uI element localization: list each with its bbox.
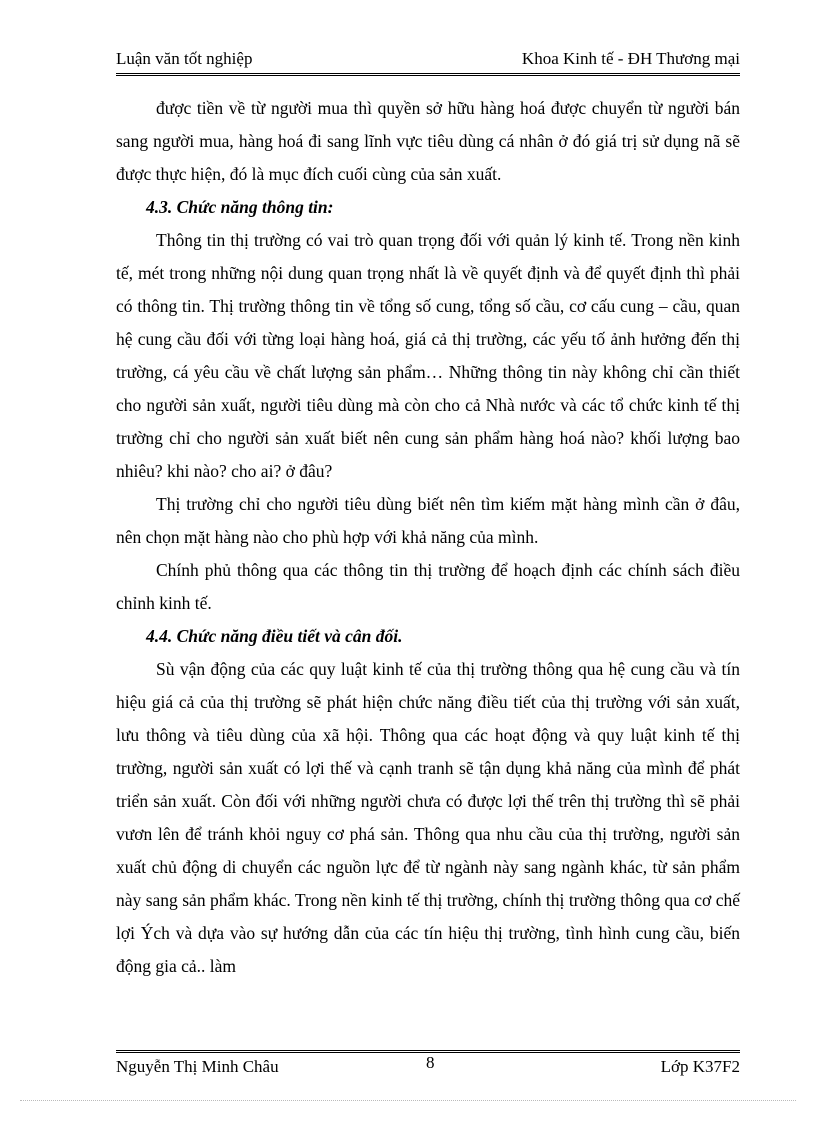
section-heading-4-3: 4.3. Chức năng thông tin: (146, 197, 334, 217)
paragraph-consumer-guidance: Thị trường chỉ cho người tiêu dùng biết nên tìm kiếm mặt hàng mình cần ở đâu, nên chọn mặt hàng nào cho phù hợp với khả năng của mình. (116, 494, 740, 547)
page-header (116, 47, 740, 76)
header-thesis-title: Luận văn tốt nghiệp (116, 49, 253, 68)
paragraph-government-policy: Chính phủ thông qua các thông tin thị trường để hoạch định các chính sách điều chỉnh kinh tế. (116, 560, 740, 613)
footer-author: Nguyễn Thị Minh Châu (116, 1057, 279, 1076)
document-body (116, 92, 740, 983)
header-faculty: Khoa Kinh tế - ĐH Thương mại (521, 49, 740, 68)
footer-class: Lớp K37F2 (660, 1057, 740, 1076)
paragraph-information-role: Thông tin thị trường có vai trò quan trọng đối với quản lý kinh tế. Trong nền kinh tế, mét trong những nội dung quan trọng nhất là về quyết định và để quyết định thì phải có thông tin. Thị trường thông tin về tổng số cung, tổng số cầu, cơ cấu cung – cầu, quan hệ cung cầu đối với từng loại hàng hoá, giá cả thị trường, các yếu tố ảnh hưởng đến thị trường, cá yêu cầu về chất lượng sản phẩm… Những thông tin này không chỉ cần thiết cho người sản xuất, người tiêu dùng mà còn cho cả Nhà nước và các tổ chức kinh tế thị trường chỉ cho người sản xuất biết nên cung sản phẩm hàng hoá nào? khối lượng bao nhiêu? khi nào? cho ai? ở đâu? (116, 230, 740, 481)
footer-page-number: 8 (426, 1053, 435, 1072)
page-footer (116, 1050, 740, 1083)
paragraph-regulation: Sù vận động của các quy luật kinh tế của thị trường thông qua hệ cung cầu và tín hiệu giá cả của thị trường sẽ phát hiện chức năng điều tiết của thị trường với sản xuất, lưu thông và tiêu dùng của xã hội. Thông qua các hoạt động và quy luật kinh tế thị trường, người sản xuất có lợi thế và cạnh tranh sẽ tận dụng khả năng của mình để phát triển sản xuất. Còn đối với những người chưa có được lợi thế trên thị trường thì sẽ phải vươn lên để tránh khỏi nguy cơ phá sản. Thông qua nhu cầu của thị trường, người sản xuất chủ động di chuyển các nguồn lực để từ ngành này sang ngành khác, từ sản phẩm này sang sản phẩm khác. Trong nền kinh tế thị trường, chính thị trường thông qua cơ chế lợi Ých và dựa vào sự hướng dẫn của các tín hiệu thị trường, tình hình cung cầu, biến động gia cả.. làm (116, 659, 740, 976)
section-heading-4-4: 4.4. Chức năng điều tiết và cân đối. (146, 626, 403, 646)
paragraph-continuation: được tiền về từ người mua thì quyền sở hữu hàng hoá được chuyển từ người bán sang người mua, hàng hoá đi sang lĩnh vực tiêu dùng cá nhân ở đó giá trị sử dụng nã sẽ được thực hiện, đó là mục đích cuối cùng của sản xuất. (116, 98, 740, 184)
page-bottom-divider (20, 1100, 796, 1101)
